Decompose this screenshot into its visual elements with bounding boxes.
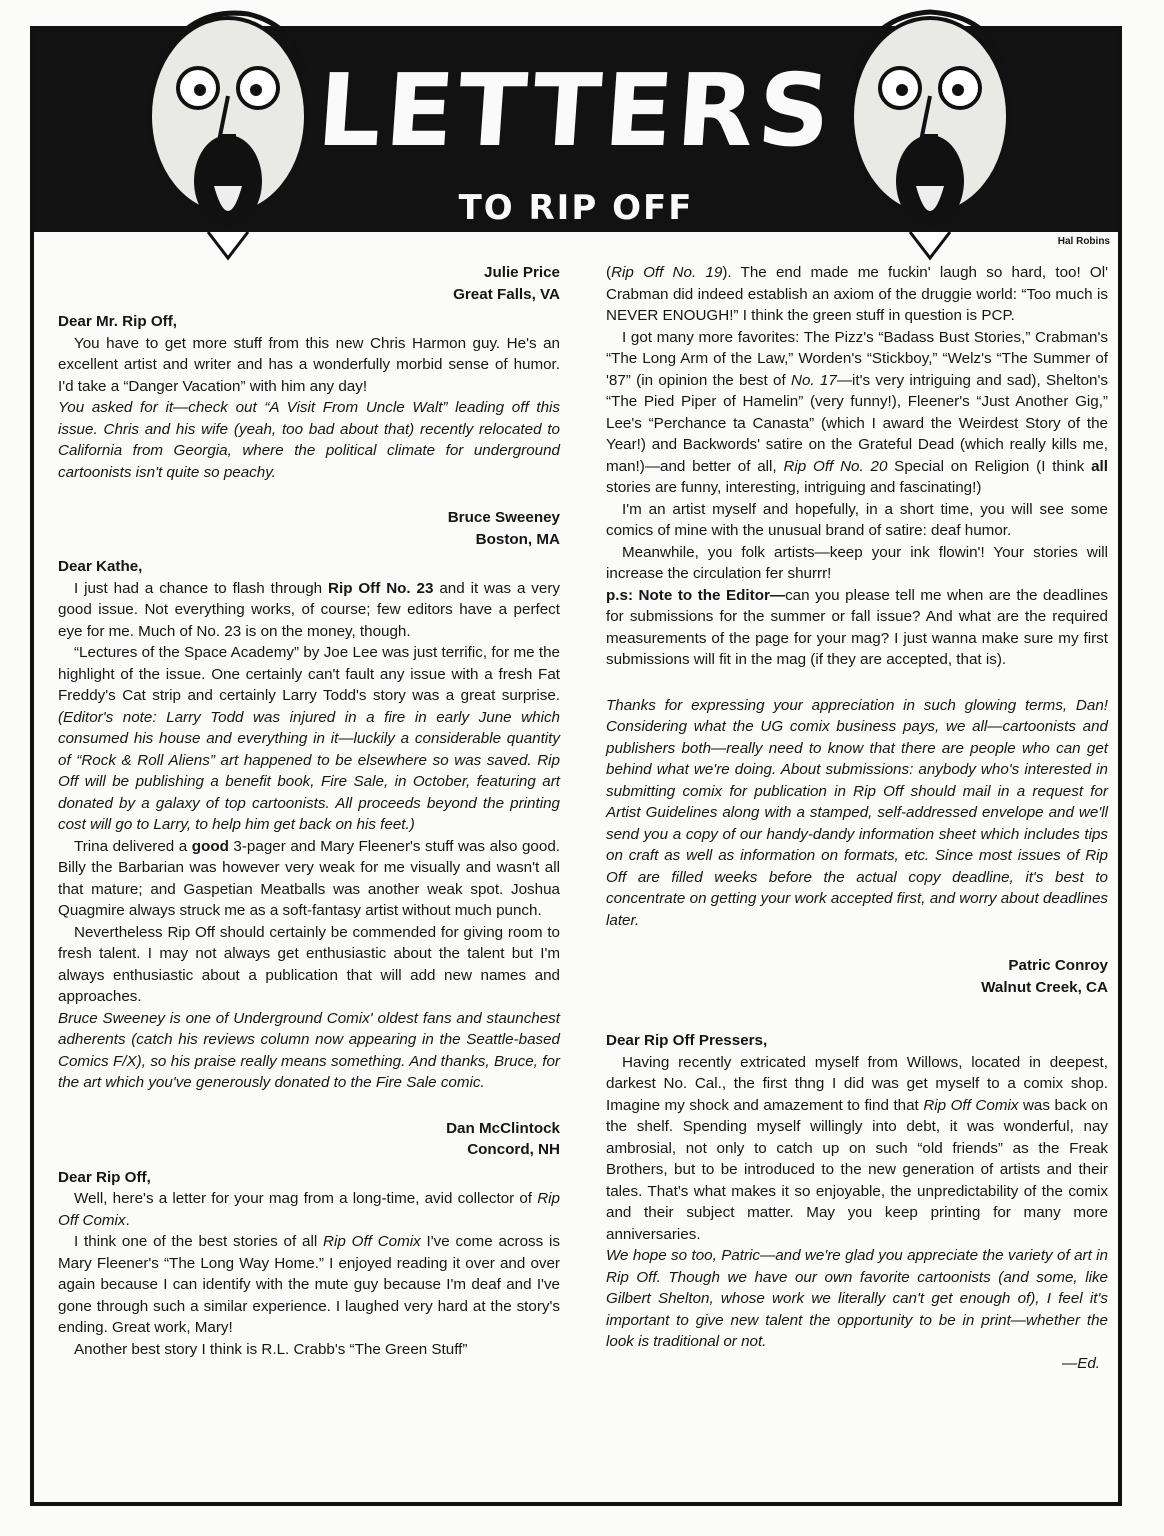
letter-author: Patric Conroy [1008, 957, 1108, 974]
letter-location: Concord, NH [467, 1141, 560, 1158]
letter-author: Julie Price [484, 264, 560, 281]
letter-paragraph: Having recently extricated myself from Willows, located in deepest, darkest No. Cal., the first thng I did was get myself to a comix shop. Imagine my shock and amazement to find that Rip Off Comix was back on the shelf. Spending myself willingly into debt, it was wonderful, nay ambrosial, not only to catch up on such “old friends” as the Freak Brothers, but to be introduced to the new generation of artists and their tales. That's what makes it so enjoyable, the unpredictability of the comix and their subject matter. May you keep printing for many more anniversaries. [606, 1053, 1108, 1243]
letter-paragraph: Nevertheless Rip Off should certainly be commended for giving room to fresh talent. I may not always get enthusiastic about the talent but I'm always enthusiastic about a publication that will add new names and approaches. [58, 923, 560, 1005]
letter-paragraph: I just had a chance to flash through Rip Off No. 23 and it was a very good issue. Not everything works, of course; few editors have a perfect eye for me. Much of No. 23 is on the money, though. [58, 579, 560, 640]
letter-location: Boston, MA [475, 530, 560, 548]
page-subtitle: TO RIP OFF [458, 188, 694, 228]
letter-paragraph: “Lectures of the Space Academy” by Joe Lee was just terrific, for me the highlight of the issue. One certainly can't fault any issue with a fresh Fat Freddy's Cat strip and certainly Larry Todd's story was a great surprise. (Editor's note: Larry Todd was injured in a fire in early June which consumed his house and everything in it—luckily a considerable quantity of “Rock & Roll Aliens” art happened to be elsewhere so was saved. Rip Off will be publishing a benefit book, Fire Sale, in October, featuring art donated by a galaxy of top cartoonists. All proceeds beyond the printing cost will go to Larry, to help him get back on his feet.) [58, 644, 560, 833]
letter-salutation: Dear Mr. Rip Off, [58, 313, 177, 330]
letter-location: Walnut Creek, CA [981, 978, 1108, 996]
letter-paragraph: I'm an artist myself and hopefully, in a short time, you will see some comics of mine with the unusual brand of satire: deaf humor. [606, 500, 1108, 539]
letter-paragraph: Another best story I think is R.L. Crabb's “The Green Stuff” [74, 1340, 468, 1358]
letter-author: Bruce Sweeney [447, 509, 560, 526]
letter-paragraph: Well, here's a letter for your mag from a long-time, avid collector of Rip Off Comix. [58, 1190, 560, 1229]
letter-paragraph: You have to get more stuff from this new Chris Harmon guy. He's an excellent artist and writer and has a wonderfully morbid sense of humor. I'd take a “Danger Vacation” with him any day! [58, 334, 560, 395]
screaming-face-illustration-left [128, 0, 328, 262]
screaming-face-illustration-right [830, 0, 1030, 262]
editor-reply: We hope so too, Patric—and we're glad you appreciate the variety of art in Rip Off. Though we have our own favorite cartoonists (and some, like Gilbert Shelton, whose work we literally can't get enough of), I feel it's important to give new talent the opportunity to be in print—whether the look is traditional or not. [606, 1247, 1108, 1350]
artist-credit: Hal Robins [1057, 236, 1110, 247]
letter-author: Dan McClintock [446, 1119, 560, 1137]
page-title: LETTERS [313, 52, 839, 169]
letter-salutation: Dear Rip Off, [58, 1168, 151, 1186]
letter-paragraph: (Rip Off No. 19). The end made me fuckin' laugh so hard, too! Ol' Crabman did indeed establish an axiom of the druggie world: “Too much is NEVER ENOUGH!” I think the green stuff in question is PCP. [606, 264, 1108, 324]
editor-reply: You asked for it—check out “A Visit From Uncle Walt” leading off this issue. Chris and his wife (yeah, too bad about that) recently relocated to California from Georgia, where the political climate for underground cartoonists isn't quite so peachy. [58, 399, 560, 481]
letter-paragraph: Trina delivered a good 3-pager and Mary Fleener's stuff was also good. Billy the Barbarian was however very weak for me visually and wasn't all that mature; and Gaspetian Meatballs was another weak spot. Joshua Quagmire always struck me as a soft-fantasy artist without much punch. [58, 837, 560, 919]
editor-reply: Thanks for expressing your appreciation in such glowing terms, Dan! Considering what the UG comix business pays, we all—cartoonists and publishers both—really need to know that there are people who can get behind what we're doing. About submissions: anybody who's interested in submitting comix for publication in Rip Off should mail in a request for Artist Guidelines along with a stamped, self-addressed envelope and we'll send you a copy of our handy-dandy information sheet which includes tips on craft as well as information on formats, etc. Since most issues of Rip Off are filled weeks before the actual copy deadline, it's best to concentrate on getting your work accepted first, and worry about deadlines later. [606, 696, 1108, 929]
letter-location: Great Falls, VA [453, 285, 560, 303]
letter-postscript: p.s: Note to the Editor—can you please tell me when are the deadlines for submissions for the summer or fall issue? And what are the required measurements of the page for your mag? I just wanna make sure my first submissions will fit in the mag (if they are accepted, that is). [606, 586, 1108, 668]
editor-signoff: —Ed. [1062, 1354, 1100, 1372]
left-column [58, 262, 560, 1360]
editor-reply: Bruce Sweeney is one of Underground Comix' oldest fans and staunchest adherents (catch his reviews column now appearing in the Seattle-based Comics F/X), so his praise really means something. And thanks, Bruce, for the art which you've generously donated to the Fire Sale comic. [58, 1009, 560, 1091]
letter-salutation: Dear Rip Off Pressers, [606, 1032, 768, 1049]
letter-paragraph: I think one of the best stories of all Rip Off Comix I've come across is Mary Fleener's “The Long Way Home.” I enjoyed reading it over and over again because I can identify with the mute guy because I'm deaf and I've gone through such a similar experience. I laughed very hard at the story's ending. Great work, Mary! [58, 1233, 560, 1336]
letter-salutation: Dear Kathe, [58, 558, 143, 575]
letter-paragraph: I got many more favorites: The Pizz's “Badass Bust Stories,” Crabman's “The Long Arm of the Law,” Worden's “Stickboy,” “Welz's “The Summer of '87” (in opinion the best of No. 17—it's very intriguing and sad), Shelton's “The Pied Piper of Hamelin” (very funny!), Fleener's “Just Another Gig,” Lee's “Perchance ta Canasta” (which I award the Weirdest Story of the Year!) and Backwords' satire on the Grateful Dead (which really kills me, man!)—and better of all, Rip Off No. 20 Special on Religion (I think all stories are funny, interesting, intriguing and fascinating!) [606, 328, 1109, 496]
right-column [606, 262, 1108, 1374]
letter-paragraph: Meanwhile, you folk artists—keep your ink flowin'! Your stories will increase the circulation fer shurrr! [606, 543, 1108, 582]
